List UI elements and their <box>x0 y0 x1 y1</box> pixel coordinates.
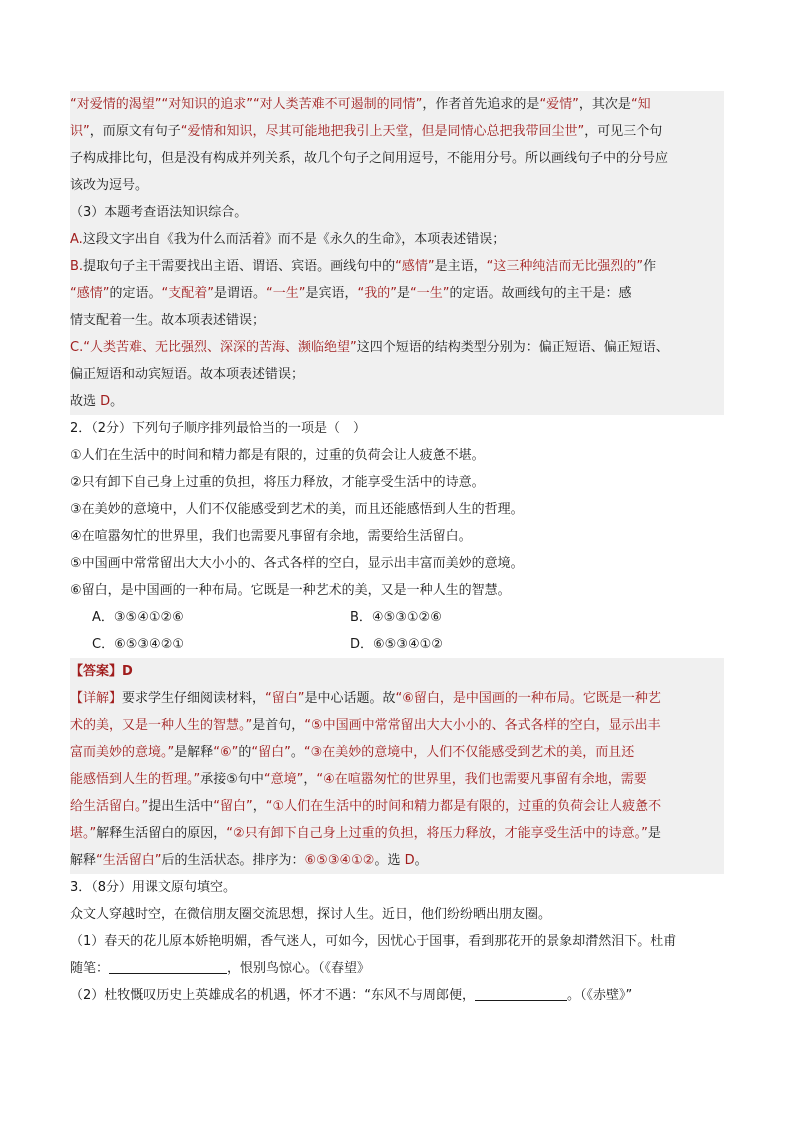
highlighted-text: “一生” <box>410 286 450 301</box>
fill-blank-2[interactable] <box>475 986 567 1001</box>
question3-stem: 3．（8分）用课文原句填空。 <box>70 880 237 895</box>
question2-sentence: ①人们在生活中的时间和精力都是有限的，过重的负荷会让人疲惫不堪。 <box>70 448 485 463</box>
text-run: 是 <box>647 826 661 841</box>
highlighted-text: “⑤中国画中常常留出大大小小的、各式各样的空白，显示出丰 <box>304 718 661 733</box>
highlighted-text: “爱情” <box>539 97 579 112</box>
explanation-line <box>70 145 724 172</box>
highlighted-text: “生活留白” <box>96 853 162 868</box>
highlighted-text: D <box>100 394 111 409</box>
highlighted-text: 术的美，又是一种人生的智慧。” <box>70 718 253 733</box>
answer-line <box>70 658 724 685</box>
highlighted-text: D <box>122 664 133 679</box>
explanation-line <box>70 361 724 388</box>
highlighted-text: “留白” <box>213 799 253 814</box>
highlighted-text: “这三种纯洁而无比强烈的” <box>486 259 644 274</box>
text-run: ， <box>252 799 266 814</box>
text-run: 后的生活状态。排序为： <box>161 853 305 868</box>
highlighted-text: “留白” <box>265 691 305 706</box>
highlighted-text: “感情” <box>70 286 110 301</box>
text-run: 是主语， <box>434 259 487 274</box>
highlighted-text: “①人们在生活中的时间和精力都是有限的，过重的负荷会让人疲惫不 <box>265 799 662 814</box>
highlighted-text: 能感悟到人生的哲理。” <box>70 772 201 787</box>
highlighted-text: “对爱情的渴望”“对知识的追求”“对人类苦难不可遏制的同情” <box>70 97 423 112</box>
text-run: 。 <box>414 853 428 868</box>
question3-item1-fill <box>70 955 724 982</box>
text-run: ， <box>303 772 317 787</box>
text-run: 是 <box>396 286 410 301</box>
highlighted-text: “支配着” <box>161 286 214 301</box>
detail-line <box>70 712 724 739</box>
text-run: 解释 <box>70 853 97 868</box>
detail-line <box>70 847 724 874</box>
highlighted-text: “⑥留白，是中国画的一种布局。它既是一种艺 <box>395 691 661 706</box>
option-d: D．⑥⑤③④①② <box>350 637 443 652</box>
text-run: 是解释 <box>174 745 214 760</box>
highlighted-text: B. <box>70 259 84 274</box>
highlighted-text: D <box>404 853 415 868</box>
question3-item1: （1）春天的花儿原本娇艳明媚，香气迷人，可如今，因忧心于国事，看到那花开的景象却潸然泪下。杜甫 <box>70 934 677 949</box>
text-run: 的定语。 <box>109 286 162 301</box>
explanation-line <box>70 172 724 199</box>
option-a: A．③⑤④①②⑥ <box>92 610 184 625</box>
highlighted-text: “人类苦难、无比强烈、深深的苦海、濒临绝望” <box>83 340 357 355</box>
text-run: ，可见三个句 <box>584 124 663 139</box>
item2-prefix: （2）杜牧慨叹历史上英雄成名的机遇，怀才不遇：“东风不与周郎便， <box>70 988 476 1003</box>
text-run: 。 <box>110 394 124 409</box>
highlighted-text: “留白” <box>251 745 291 760</box>
text-run: ，其次是 <box>578 97 631 112</box>
highlighted-text: “②只有卸下自己身上过重的负担，将压力释放，才能享受生活中的诗意。” <box>226 826 648 841</box>
highlighted-text: 【答案】 <box>70 664 123 679</box>
question2-sentence: ③在美妙的意境中，人们不仅能感受到艺术的美，而且还能感悟到人生的哲理。 <box>70 502 524 517</box>
text-run: 的 <box>238 745 252 760</box>
text-run: 是首句， <box>252 718 305 733</box>
option-c: C．⑥⑤③④②① <box>92 637 185 652</box>
text-run: 该改为逗号。 <box>70 178 149 193</box>
highlighted-text: “④在喧嚣匆忙的世界里，我们也需要凡事留有余地，需要 <box>316 772 647 787</box>
explanation-line <box>70 280 724 307</box>
highlighted-text: “感情” <box>395 259 435 274</box>
text-run: 要求学生仔细阅读材料， <box>122 691 266 706</box>
detail-line <box>70 820 724 847</box>
highlighted-text: “意境” <box>263 772 304 787</box>
explanation-line <box>70 118 724 145</box>
text-run: 提取句子主干需要找出主语、谓语、宾语。画线句中的 <box>83 259 396 274</box>
text-run: 这四个短语的结构类型分别为：偏正短语、偏正短语、 <box>356 340 669 355</box>
highlighted-text: “知 <box>630 97 651 112</box>
highlighted-text: A. <box>70 232 83 247</box>
text-run: 。选 <box>374 853 405 868</box>
item1-suffix: ，恨别鸟惊心。（《春望》 <box>227 961 371 976</box>
explanation-line <box>70 253 724 280</box>
highlighted-text: 【详解】 <box>70 691 123 706</box>
question2-sentence: ④在喧嚣匆忙的世界里，我们也需要凡事留有余地，需要给生活留白。 <box>70 529 472 544</box>
detail-line <box>70 766 724 793</box>
highlighted-text: C. <box>70 340 84 355</box>
answer-block <box>70 658 724 874</box>
explanation-line <box>70 307 724 334</box>
text-run: 是宾语， <box>305 286 358 301</box>
fill-blank-1[interactable] <box>109 959 227 974</box>
highlighted-text: “⑥” <box>213 745 239 760</box>
text-run: 。 <box>290 745 304 760</box>
highlighted-text: “我的” <box>357 286 397 301</box>
text-run: 故选 <box>70 394 101 409</box>
highlighted-text: “一生” <box>266 286 306 301</box>
detail-line <box>70 793 724 820</box>
explanation-block <box>70 91 724 415</box>
document-page <box>70 91 724 1009</box>
question2-sentence: ②只有卸下自己身上过重的负担，将压力释放，才能享受生活中的诗意。 <box>70 475 485 490</box>
highlighted-text: ⑥⑤③④①② <box>304 853 375 868</box>
explanation-line <box>70 334 724 361</box>
text-run: ，作者首先追求的是 <box>422 97 540 112</box>
explanation-line <box>70 226 724 253</box>
text-run: ，而原文有句子 <box>89 124 181 139</box>
detail-line <box>70 739 724 766</box>
highlighted-text: 识” <box>70 124 90 139</box>
text-run: 解释生活留白的原因， <box>96 826 227 841</box>
question2-stem: 2．（2分）下列句子顺序排列最恰当的一项是（ ） <box>70 421 367 436</box>
highlighted-text: “③在美妙的意境中，人们不仅能感受到艺术的美，而且还 <box>303 745 635 760</box>
text-run: 子构成排比句，但是没有构成并列关系，故几个句子之间用逗号，不能用分号。所以画线句子中的分号应 <box>70 151 669 166</box>
question3-intro: 众文人穿越时空，在微信朋友圈交流思想，探讨人生。近日，他们纷纷晒出朋友圈。 <box>70 907 552 922</box>
item1-prefix: 随笔： <box>70 961 110 976</box>
explanation-line <box>70 388 724 415</box>
question2-sentence: ⑤中国画中常常留出大大小小的、各式各样的空白，显示出丰富而美妙的意境。 <box>70 556 524 571</box>
text-run: 的定语。故画线句的主干是：感 <box>449 286 632 301</box>
question2-sentence: ⑥留白，是中国画的一种布局。它既是一种艺术的美，又是一种人生的智慧。 <box>70 583 511 598</box>
text-run: 作 <box>643 259 657 274</box>
text-run: 是谓语。 <box>213 286 266 301</box>
question2-options-row <box>70 604 724 631</box>
text-run: 提出生活中 <box>148 799 214 814</box>
text-run: 这段文字出自《我为什么而活着》而不是《永久的生命》，本项表述错误； <box>82 232 506 247</box>
question3-item2 <box>70 982 724 1009</box>
explanation-line <box>70 91 724 118</box>
text-run: 是中心话题。故 <box>304 691 396 706</box>
explanation-line <box>70 199 724 226</box>
highlighted-text: 给生活留白。” <box>70 799 149 814</box>
text-run: 承接⑤句中 <box>200 772 264 787</box>
highlighted-text: “爱情和知识，尽其可能地把我引上天堂，但是同情心总把我带回尘世” <box>180 124 585 139</box>
option-b: B．④⑤③①②⑥ <box>350 610 442 625</box>
item2-suffix: 。（《赤壁》” <box>567 988 633 1003</box>
text-run: 情支配着一生。故本项表述错误； <box>70 313 266 328</box>
text-run: （3）本题考查语法知识综合。 <box>70 205 248 220</box>
question2-options-row <box>70 631 724 658</box>
highlighted-text: 富而美妙的意境。” <box>70 745 175 760</box>
text-run: 偏正短语和动宾短语。故本项表述错误； <box>70 367 305 382</box>
highlighted-text: 堪。” <box>70 826 97 841</box>
detail-line <box>70 685 724 712</box>
